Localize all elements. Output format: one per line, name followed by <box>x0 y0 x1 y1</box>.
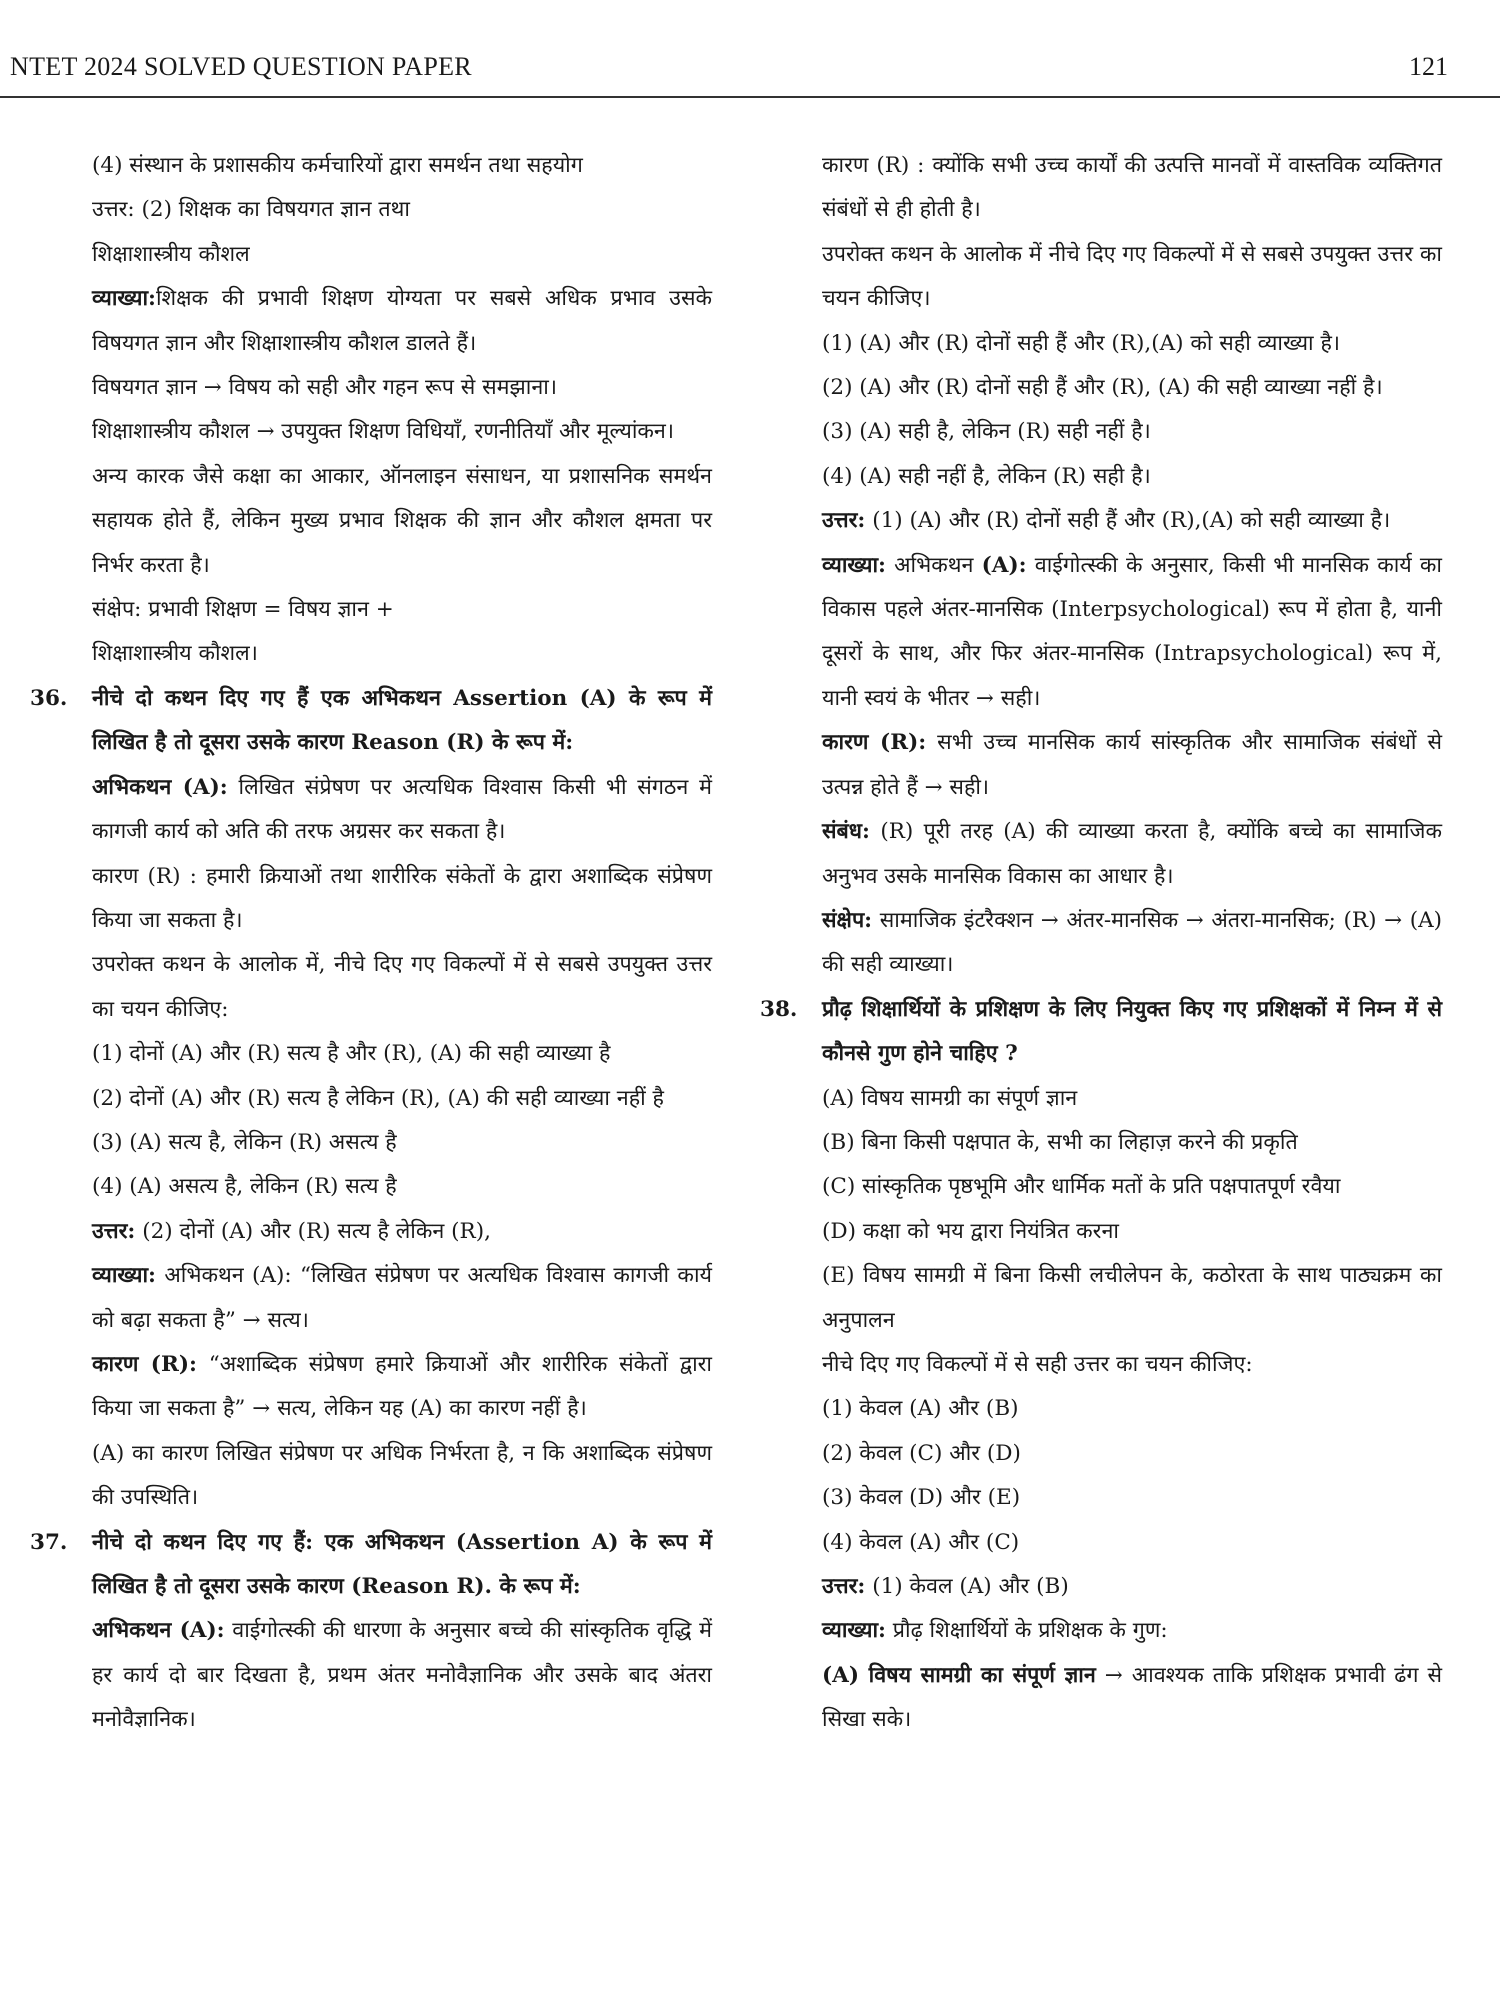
option: (2) (A) और (R) दोनों सही हैं और (R), (A) की सही व्याख्या नहीं है। <box>822 375 1383 401</box>
explanation-text: वाईगोत्स्की के अनुसार, किसी भी मानसिक कार्य का विकास पहले अंतर-मानसिक (Interpsychological) रूप में होता है, यानी दूसरों के साथ, और फिर अंतर-मानसिक (Intrapsychological) रूप में, यानी स्वयं के भीतर → सही। <box>822 552 1442 711</box>
explanation <box>822 810 1442 899</box>
question-number: 38. <box>760 996 798 1022</box>
answer <box>92 1210 712 1254</box>
explanation-paragraph: विषयगत ज्ञान → विषय को सही और गहन रूप से समझाना। <box>92 375 557 401</box>
answer-label: उत्तर: <box>822 508 866 534</box>
explanation-text: शिक्षक की प्रभावी शिक्षण योग्यता पर सबसे अधिक प्रभाव उसके विषयगत ज्ञान और शिक्षाशास्त्रीय कौशल डालते हैं। <box>92 286 712 356</box>
option: (4) केवल (A) और (C) <box>822 1529 1020 1555</box>
statement: (B) बिना किसी पक्षपात के, सभी का लिहाज़ करने की प्रकृति <box>822 1129 1298 1155</box>
explanation-paragraph: अन्य कारक जैसे कक्षा का आकार, ऑनलाइन संसाधन, या प्रशासनिक समर्थन सहायक होते हैं, लेकिन मुख्य प्रभाव शिक्षक की ज्ञान और कौशल क्षमता पर निर्भर करता है। <box>92 463 712 578</box>
assertion-marker: (A): <box>981 552 1027 578</box>
answer-text: (2) दोनों (A) और (R) सत्य है लेकिन (R), <box>142 1218 491 1244</box>
option: (1) केवल (A) और (B) <box>822 1396 1019 1422</box>
answer-label: उत्तर: <box>92 1218 136 1244</box>
statement: (A) विषय सामग्री का संपूर्ण ज्ञान <box>822 1085 1078 1111</box>
explanation-label: व्याख्या: <box>92 1263 156 1289</box>
reason: कारण (R) : क्योंकि सभी उच्च कार्यों की उत्पत्ति मानवों में वास्तविक व्यक्तिगत संबंधों से ही होती है। <box>822 153 1442 223</box>
summary-line: संक्षेप: प्रभावी शिक्षण = विषय ज्ञान + <box>92 597 394 623</box>
question-36 <box>30 677 712 766</box>
explanation-paragraph <box>92 277 712 366</box>
question-37 <box>30 1521 712 1610</box>
explanation-paragraph: शिक्षाशास्त्रीय कौशल → उपयुक्त शिक्षण विधियाँ, रणनीतियाँ और मूल्यांकन। <box>92 419 674 445</box>
option: (3) (A) सही है, लेकिन (R) सही नहीं है। <box>822 419 1151 445</box>
answer-label: उत्तर: <box>822 1574 866 1599</box>
question-number: 37. <box>30 1529 68 1555</box>
answer <box>822 1565 1442 1609</box>
left-column <box>30 144 712 1743</box>
answer-line: शिक्षाशास्त्रीय कौशल <box>92 241 250 267</box>
explanation <box>822 544 1442 722</box>
assertion <box>92 766 712 855</box>
statement: (E) विषय सामग्री में बिना किसी लचीलेपन के, कठोरता के साथ पाठ्यक्रम का अनुपालन <box>822 1263 1442 1333</box>
explanation-text: → आवश्यक ताकि प्रशिक्षक प्रभावी ढंग से सिखा सके। <box>822 1662 1442 1733</box>
summary-text: सामाजिक इंटरैक्शन → अंतर-मानसिक → अंतरा-मानसिक; (R) → (A) की सही व्याख्या। <box>822 907 1442 978</box>
answer <box>822 499 1442 543</box>
question-number: 36. <box>30 685 68 711</box>
explanation <box>92 1343 712 1432</box>
option-line: (4) संस्थान के प्रशासकीय कर्मचारियों द्वारा समर्थन तथा सहयोग <box>92 153 583 178</box>
assertion-label: अभिकथन (A): <box>92 1618 225 1644</box>
instruction: नीचे दिए गए विकल्पों में से सही उत्तर का चयन कीजिए: <box>822 1351 1253 1377</box>
summary-line: शिक्षाशास्त्रीय कौशल। <box>92 641 258 667</box>
explanation <box>822 721 1442 810</box>
right-column <box>760 144 1442 1743</box>
explanation-text: “अशाब्दिक संप्रेषण हमारे क्रियाओं और शारीरिक संकेतों द्वारा किया जा सकता है” → सत्य, लेकिन यह (A) का कारण नहीं है। <box>92 1351 712 1422</box>
relation-label: संबंध: <box>822 819 870 845</box>
option: (2) दोनों (A) और (R) सत्य है लेकिन (R), (A) की सही व्याख्या नहीं है <box>92 1085 664 1111</box>
instruction: उपरोक्त कथन के आलोक में, नीचे दिए गए विकल्पों में से सबसे उपयुक्त उत्तर का चयन कीजिए: <box>92 952 712 1022</box>
explanation <box>822 1654 1442 1743</box>
page-number: 121 <box>1409 52 1448 81</box>
explanation-text: सभी उच्च मानसिक कार्य सांस्कृतिक और सामाजिक संबंधों से उत्पन्न होते हैं → सही। <box>822 730 1442 800</box>
summary-label: संक्षेप: <box>822 907 873 933</box>
explanation: (A) का कारण लिखित संप्रेषण पर अधिक निर्भरता है, न कि अशाब्दिक संप्रेषण की उपस्थिति। <box>92 1440 712 1511</box>
option: (3) केवल (D) और (E) <box>822 1485 1021 1511</box>
instruction: उपरोक्त कथन के आलोक में नीचे दिए गए विकल्पों में से सबसे उपयुक्त उत्तर का चयन कीजिए। <box>822 241 1442 312</box>
running-title: NTET 2024 SOLVED QUESTION PAPER <box>10 52 472 81</box>
option: (3) (A) सत्य है, लेकिन (R) असत्य है <box>92 1129 397 1155</box>
answer-line: उत्तर: (2) शिक्षक का विषयगत ज्ञान तथा <box>92 197 410 223</box>
option: (1) दोनों (A) और (R) सत्य है और (R), (A) की सही व्याख्या है <box>92 1041 611 1067</box>
option: (4) (A) सही नहीं है, लेकिन (R) सही है। <box>822 463 1151 489</box>
header-rule <box>0 96 1500 98</box>
reason-label: कारण (R): <box>92 1351 197 1377</box>
explanation-text: अभिकथन (A): “लिखित संप्रेषण पर अत्यधिक विश्वास कागजी कार्य को बढ़ा सकता है” → सत्य। <box>92 1263 712 1333</box>
statement: (C) सांस्कृतिक पृष्ठभूमि और धार्मिक मतों के प्रति पक्षपातपूर्ण रवैया <box>822 1174 1341 1200</box>
question-38 <box>760 988 1442 1077</box>
assertion <box>92 1609 712 1742</box>
option: (2) केवल (C) और (D) <box>822 1440 1021 1466</box>
option: (1) (A) और (R) दोनों सही हैं और (R),(A) को सही व्याख्या है। <box>822 330 1341 356</box>
explanation-label: व्याख्या: <box>822 552 886 578</box>
option: (4) (A) असत्य है, लेकिन (R) सत्य है <box>92 1174 397 1200</box>
explanation-text: (R) पूरी तरह (A) की व्याख्या करता है, क्योंकि बच्चे का सामाजिक अनुभव उसके मानसिक विकास का आधार है। <box>822 819 1442 889</box>
question-text: नीचे दो कथन दिए गए हैं: एक अभिकथन (Assertion A) के रूप में लिखित है तो दूसरा उसके कारण (Reason R). के रूप में: <box>92 1529 712 1599</box>
assertion-word: अभिकथन <box>894 552 974 578</box>
explanation <box>822 1609 1442 1653</box>
quality-label: (A) विषय सामग्री का संपूर्ण ज्ञान <box>822 1662 1096 1688</box>
assertion-text: लिखित संप्रेषण पर अत्यधिक विश्वास किसी भी संगठन में कागजी कार्य को अति की तरफ अग्रसर कर सकता है। <box>92 774 712 845</box>
reason-label: कारण (R): <box>822 730 927 756</box>
answer-text: (1) केवल (A) और (B) <box>872 1574 1069 1599</box>
summary <box>822 899 1442 988</box>
question-text: प्रौढ़ शिक्षार्थियों के प्रशिक्षण के लिए नियुक्त किए गए प्रशिक्षकों में निम्न में से कौनसे गुण होने चाहिए ? <box>822 996 1442 1067</box>
explanation <box>92 1254 712 1343</box>
statement: (D) कक्षा को भय द्वारा नियंत्रित करना <box>822 1218 1119 1244</box>
page-header <box>0 0 1500 96</box>
assertion-label: अभिकथन (A): <box>92 774 228 800</box>
explanation-text: प्रौढ़ शिक्षार्थियों के प्रशिक्षक के गुण: <box>892 1618 1168 1644</box>
explanation-label: व्याख्या: <box>822 1618 886 1644</box>
assertion-text: वाईगोत्स्की की धारणा के अनुसार बच्चे की सांस्कृतिक वृद्धि में हर कार्य दो बार दिखता है, प्रथम अंतर मनोवैज्ञानिक और उसके बाद अंतरा मनोवैज्ञानिक। <box>92 1618 712 1733</box>
question-text: नीचे दो कथन दिए गए हैं एक अभिकथन Assertion (A) के रूप में लिखित है तो दूसरा उसके कारण Reason (R) के रूप में: <box>92 685 712 756</box>
reason: कारण (R) : हमारी क्रियाओं तथा शारीरिक संकेतों के द्वारा अशाब्दिक संप्रेषण किया जा सकता है। <box>92 863 712 933</box>
explanation-label: व्याख्या: <box>92 286 156 312</box>
answer-text: (1) (A) और (R) दोनों सही हैं और (R),(A) को सही व्याख्या है। <box>872 508 1391 534</box>
